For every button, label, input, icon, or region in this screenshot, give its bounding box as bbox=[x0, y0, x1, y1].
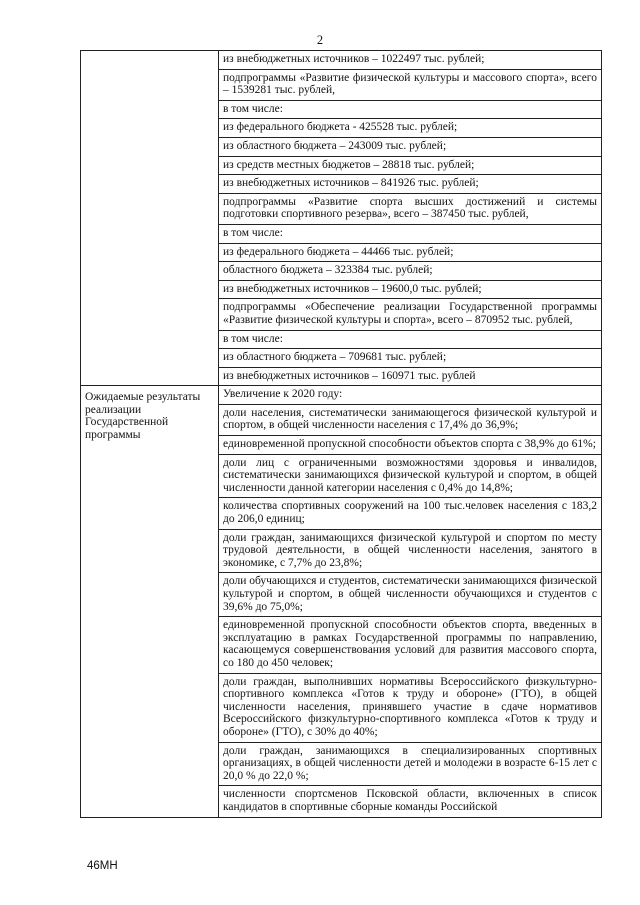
paragraph: из федерального бюджета - 425528 тыс. рублей; bbox=[219, 118, 601, 137]
row-label-cell bbox=[81, 386, 219, 817]
paragraph: из областного бюджета – 243009 тыс. рублей; bbox=[219, 137, 601, 156]
row-label bbox=[81, 51, 218, 56]
table-row-funding bbox=[81, 51, 602, 386]
paragraph: из федерального бюджета – 44466 тыс. рублей; bbox=[219, 243, 601, 262]
paragraph: подпрограммы «Обеспечение реализации Государственной программы «Развитие физической культуры и спорта», всего – 870952 тыс. рублей, bbox=[219, 298, 601, 329]
paragraph: доли обучающихся и студентов, систематически занимающихся физической культурой и спортом, в общей численности обучающихся и студентов с 39,6% до 75,0%; bbox=[219, 572, 601, 616]
row-label-cell bbox=[81, 51, 219, 386]
paragraph: доли населения, систематически занимающегося физической культурой и спортом, в общей численности населения с 17,4% до 36,9%; bbox=[219, 404, 601, 435]
row-label: Ожидаемые результаты реализации Государственной программы bbox=[85, 391, 201, 442]
paragraph: единовременной пропускной способности объектов спорта, введенных в эксплуатацию в рамках Государственной программы по направлению, касающемуся совершенствования условий для развития массового спорта, со 180 до 450 человек; bbox=[219, 616, 601, 672]
row-content-cell bbox=[219, 51, 602, 386]
row-content-cell bbox=[219, 386, 602, 817]
paragraph: из областного бюджета – 709681 тыс. рублей; bbox=[219, 348, 601, 367]
paragraph: областного бюджета – 323384 тыс. рублей; bbox=[219, 261, 601, 280]
paragraph: доли лиц с ограниченными возможностями здоровья и инвалидов, систематически занимающихся физической культурой и спортом, в общей численности данной категории населения с 0,4% до 14,8%; bbox=[219, 454, 601, 498]
paragraph: из внебюджетных источников – 19600,0 тыс. рублей; bbox=[219, 280, 601, 299]
paragraph: единовременной пропускной способности объектов спорта с 38,9% до 61%; bbox=[219, 435, 601, 454]
paragraph: в том числе: bbox=[219, 330, 601, 349]
paragraph: количества спортивных сооружений на 100 тыс.человек населения с 183,2 до 206,0 единиц; bbox=[219, 497, 601, 528]
paragraph: из внебюджетных источников – 160971 тыс. рублей bbox=[219, 367, 601, 386]
paragraph: доли граждан, занимающихся в специализированных спортивных организациях, в общей численности детей и молодежи в возрасте 6-15 лет с 20,0 % до 22,0 %; bbox=[219, 742, 601, 786]
paragraph: из внебюджетных источников – 1022497 тыс. рублей; bbox=[223, 53, 485, 65]
paragraph: численности спортсменов Псковской области, включенных в список кандидатов в спортивные сборные команды Российской bbox=[219, 785, 601, 816]
program-passport-table bbox=[80, 50, 602, 818]
page-number: 2 bbox=[316, 33, 324, 47]
document-code: 46МН bbox=[87, 860, 118, 872]
paragraph: из внебюджетных источников – 841926 тыс. рублей; bbox=[219, 174, 601, 193]
paragraph: в том числе: bbox=[219, 224, 601, 243]
table-row-expected-results bbox=[81, 386, 602, 817]
paragraph: подпрограммы «Развитие физической культуры и массового спорта», всего – 1539281 тыс. рублей, bbox=[219, 69, 601, 100]
paragraph: доли граждан, выполнивших нормативы Всероссийского физкультурно-спортивного комплекса «Готов к труду и обороне» (ГТО), в общей численности населения, принявшего участие в сдаче нормативов Всероссийского физкультурно-спортивного комплекса «Готов к труду и обороне» (ГТО), с 30% до 40%; bbox=[219, 673, 601, 742]
paragraph: Увеличение к 2020 году: bbox=[223, 388, 343, 401]
paragraph: из средств местных бюджетов – 28818 тыс. рублей; bbox=[219, 156, 601, 175]
paragraph: подпрограммы «Развитие спорта высших достижений и системы подготовки спортивного резерва», всего – 387450 тыс. рублей, bbox=[219, 193, 601, 224]
paragraph: доли граждан, занимающихся физической культурой и спортом по месту трудовой деятельности, в общей численности населения, занятого в экономике, с 7,7% до 23,8%; bbox=[219, 529, 601, 573]
paragraph: в том числе: bbox=[219, 100, 601, 119]
